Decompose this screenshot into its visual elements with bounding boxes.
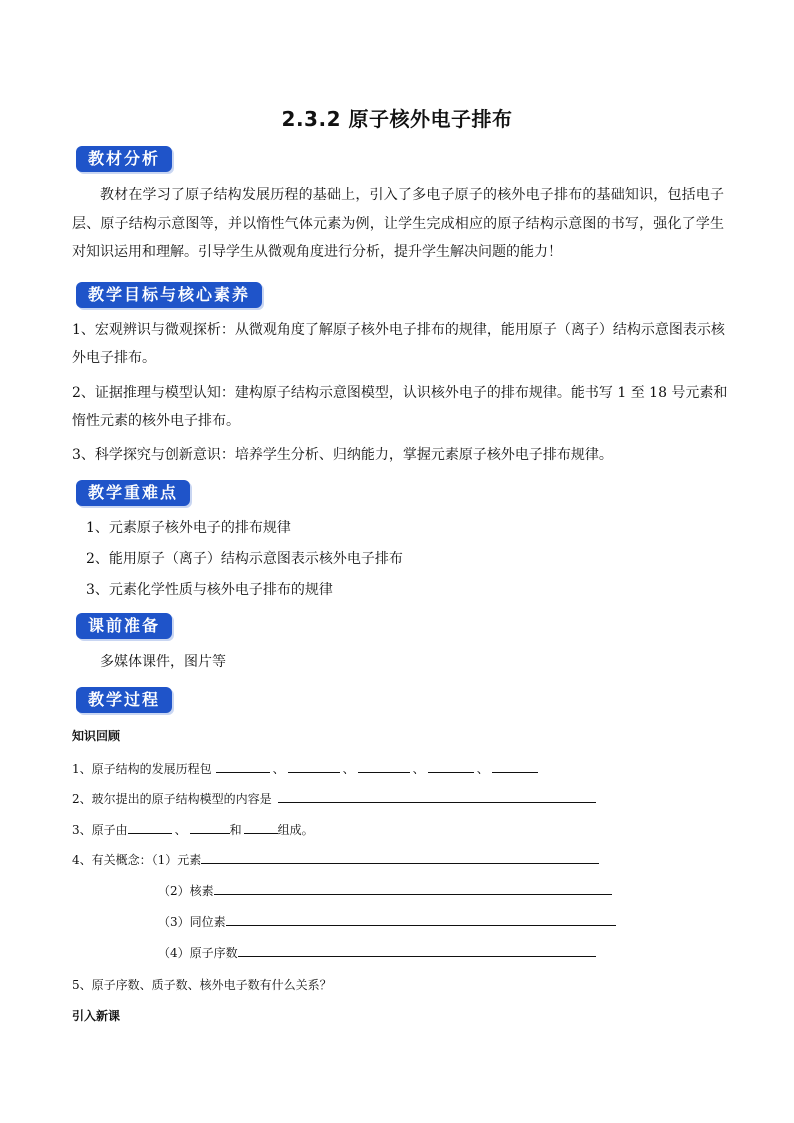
separator: 、 — [174, 823, 187, 837]
section-badge-goals: 教学目标与核心素养 — [76, 282, 262, 308]
blank-1a — [216, 759, 270, 773]
separator: 、 — [342, 762, 355, 776]
question-1-text: 1、原子结构的发展历程包 — [72, 762, 212, 776]
key-point-1: 1、元素原子核外电子的排布规律 — [86, 520, 291, 536]
question-5: 5、原子序数、质子数、核外电子数有什么关系？ — [72, 978, 332, 992]
blank-1e — [492, 759, 538, 773]
section-badge-key-points: 教学重难点 — [76, 480, 190, 506]
analysis-paragraph: 教材在学习了原子结构发展历程的基础上，引入了多电子原子的核外电子排布的基础知识，包括电子层、原子结构示意图等，并以惰性气体元素为例，让学生完成相应的原子结构示意图的书写，强化了学生对知识运用和理解。引导学生从微观角度进行分析，提升学生解决问题的能力！ — [72, 187, 724, 260]
question-3-prefix: 3、原子由 — [72, 823, 128, 837]
blank-3a — [128, 820, 172, 834]
blank-3c — [244, 820, 278, 834]
question-3-suffix: 组成。 — [277, 823, 314, 837]
question-1 — [72, 759, 538, 779]
concept-3: （3）同位素 — [158, 915, 226, 929]
question-4 — [72, 850, 599, 870]
blank-1d — [428, 759, 474, 773]
section-badge-preparation: 课前准备 — [76, 613, 172, 639]
goal-1-line-1: 1、宏观辨识与微观探析：从微观角度了解原子核外电子排布的规律，能用原子（离子）结构示意图表示核 — [72, 322, 725, 338]
separator: 、 — [412, 762, 425, 776]
blank-3b — [190, 820, 230, 834]
key-point-3: 3、元素化学性质与核外电子排布的规律 — [86, 582, 333, 598]
question-3-and: 和 — [229, 823, 242, 837]
separator: 、 — [272, 762, 285, 776]
key-point-2: 2、能用原子（离子）结构示意图表示核外电子排布 — [86, 551, 403, 567]
concept-1: （1）元素 — [151, 853, 202, 867]
blank-4c — [226, 912, 616, 926]
question-4-item-3 — [158, 912, 616, 932]
goal-2-line-2: 惰性元素的核外电子排布。 — [72, 413, 240, 429]
question-4-prefix: 4、有关概念： — [72, 853, 152, 867]
question-2 — [72, 789, 596, 809]
section-badge-process: 教学过程 — [76, 687, 172, 713]
review-heading: 知识回顾 — [72, 729, 121, 743]
blank-4b — [214, 881, 612, 895]
question-4-item-4 — [158, 943, 596, 963]
question-2-text: 2、玻尔提出的原子结构模型的内容是 — [72, 792, 272, 806]
preparation-text: 多媒体课件，图片等 — [100, 654, 226, 670]
section-badge-analysis: 教材分析 — [76, 146, 172, 172]
blank-4d — [238, 943, 596, 957]
concept-4: （4）原子序数 — [158, 946, 238, 960]
goal-1-line-2: 外电子排布。 — [72, 350, 156, 366]
blank-2 — [278, 789, 596, 803]
question-3 — [72, 820, 314, 840]
goal-3: 3、科学探究与创新意识：培养学生分析、归纳能力，掌握元素原子核外电子排布规律。 — [72, 447, 613, 463]
concept-2: （2）核素 — [158, 884, 214, 898]
blank-1c — [358, 759, 410, 773]
new-lesson-heading: 引入新课 — [72, 1009, 121, 1023]
blank-4a — [201, 850, 599, 864]
question-4-item-2 — [158, 881, 612, 901]
separator: 、 — [476, 762, 489, 776]
page-title: 2.3.2 原子核外电子排布 — [281, 107, 513, 131]
blank-1b — [288, 759, 340, 773]
goal-2-line-1: 2、证据推理与模型认知：建构原子结构示意图模型，认识核外电子的排布规律。能书写 1 至 18 号元素和 — [72, 385, 728, 401]
